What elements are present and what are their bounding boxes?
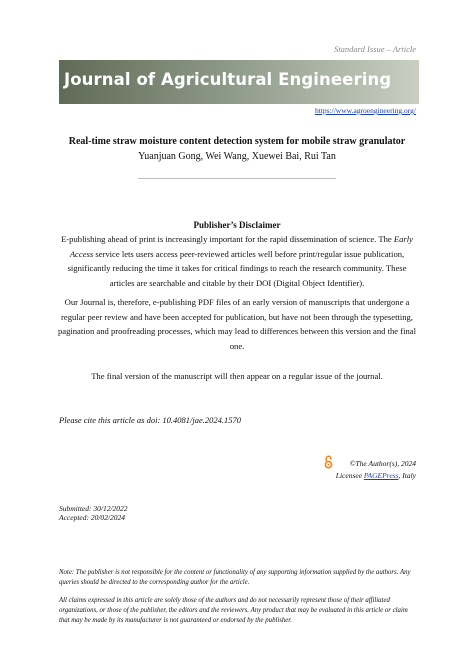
disclaimer-paragraph-3: The final version of the manuscript will then appear on a regular issue of the journal. <box>91 371 383 381</box>
publisher-link[interactable]: PAGEPress <box>363 471 399 480</box>
disclaimer-paragraph-2: Our Journal is, therefore, e-publishing PDF files of an early version of manuscripts that undergone a regular peer review and have been accepted for publication, but have not been through the typesetting, pagination and proofreading processes, which may lead to differences between this version and the final one. <box>57 297 417 351</box>
submitted-date: Submitted: 30/12/2022 <box>59 504 128 513</box>
accepted-date: Accepted: 20/02/2024 <box>59 513 126 522</box>
disclaimer-heading: Publisher’s Disclaimer <box>193 220 281 230</box>
claims-note: All claims expressed in this article are solely those of the authors and do not necessarily represent those of their affiliated organizations, or those of the publisher, the editors and the reviewers. Any product that may be evaluated in this article or claim that may be made by its manufacturer is not guaranteed or endorsed by the publisher. <box>59 597 408 624</box>
copyright-text: ©The Author(s), 2024 <box>349 459 416 468</box>
article-authors: Yuanjuan Gong, Wei Wang, Xuewei Bai, Rui Tan <box>138 151 336 162</box>
license-block <box>336 458 416 482</box>
disclaimer-p1-end: service lets users access peer-reviewed articles well before print/regular issue publication, significantly reducing the time it takes for critical findings to reach the research community. These articles are searchable and citable by their DOI (Digital Object Identifier). <box>67 248 407 288</box>
journal-title: Journal of Agricultural Engineering <box>64 70 392 89</box>
open-access-icon <box>324 455 333 469</box>
issue-type-label: Standard Issue – Article <box>334 44 416 54</box>
journal-url-link[interactable]: https://www.agroengineering.org/ <box>314 106 416 115</box>
journal-banner <box>59 60 419 104</box>
disclaimer-p1-start: E-publishing ahead of print is increasingly important for the rapid dissemination of science. The <box>61 234 394 244</box>
copyright-line <box>336 458 416 470</box>
early-access-term: Early Access <box>69 234 413 259</box>
licensee-line <box>336 470 416 482</box>
dates-block <box>59 504 128 522</box>
title-divider <box>138 178 336 179</box>
citation-doi: Please cite this article as doi: 10.4081/jae.2024.1570 <box>59 415 242 425</box>
publisher-note: Note: The publisher is not responsible for the content or functionality of any supporting information supplied by the authors. Any queries should be directed to the corresponding author for the article. <box>59 569 411 586</box>
disclaimer-paragraph-1 <box>56 232 418 290</box>
licensee-prefix: Licensee <box>335 471 364 480</box>
article-title: Real-time straw moisture content detection system for mobile straw granulator <box>68 136 406 147</box>
licensee-suffix: , Italy <box>398 471 416 480</box>
